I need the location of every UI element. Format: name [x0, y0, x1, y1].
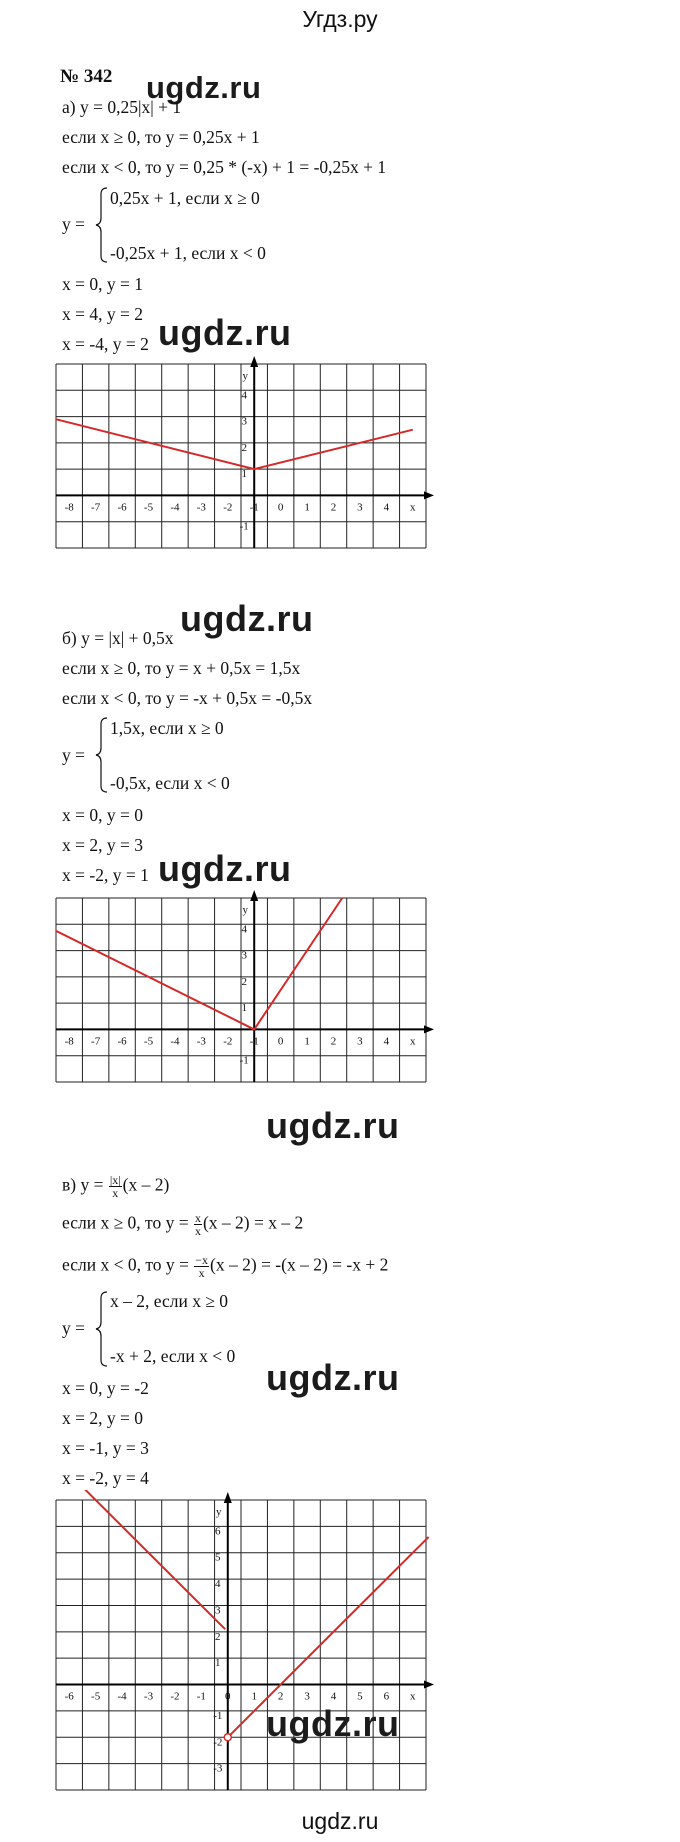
x-tick-label: -2	[170, 1690, 180, 1703]
part-a-case-pos: если x ≥ 0, то y = 0,25x + 1	[62, 127, 260, 147]
watermark: ugdz.ru	[266, 1105, 400, 1146]
part-a-point: x = 4, y = 2	[62, 304, 143, 324]
open-point	[224, 1734, 231, 1741]
y-tick-label: 2	[241, 441, 247, 454]
x-tick-label: x	[410, 1035, 416, 1048]
part-b-case-pos: если x ≥ 0, то y = x + 0,5x = 1,5x	[62, 658, 301, 678]
y-tick-label: -1	[239, 1054, 249, 1067]
y-tick-label: 3	[241, 415, 247, 428]
part-b-y-eq: y =	[62, 745, 85, 765]
x-tick-label: -6	[117, 1035, 127, 1048]
part-b-point: x = 2, y = 3	[62, 835, 143, 855]
part-c-formula: в) y = $\frac{|x|}{x}$ (x – 2)	[62, 1173, 170, 1200]
x-tick-label: -1	[249, 1035, 259, 1048]
x-tick-label: -5	[143, 501, 154, 514]
y-tick-label: 4	[241, 923, 247, 936]
x-tick-label: 1	[304, 1035, 310, 1048]
y-axis-label: y	[242, 904, 248, 916]
x-tick-label: 3	[304, 1690, 310, 1703]
watermark: ugdz.ru	[266, 1357, 400, 1398]
y-tick-label: 3	[241, 949, 247, 962]
y-tick-label: -1	[213, 1709, 223, 1722]
x-tick-label: 4	[383, 501, 390, 514]
part-b-piece-1: 1,5x, если x ≥ 0	[110, 718, 224, 738]
part-b-point: x = 0, y = 0	[62, 805, 143, 825]
x-tick-label: -7	[91, 1035, 101, 1048]
part-c-point: x = 2, y = 0	[62, 1408, 143, 1428]
y-tick-label: -1	[239, 520, 249, 533]
x-tick-label: 2	[277, 1690, 284, 1703]
y-tick-label: 1	[241, 468, 247, 481]
part-c-point: x = -2, y = 4	[62, 1468, 149, 1488]
series-line	[80, 1484, 225, 1629]
y-tick-label: -2	[213, 1736, 223, 1749]
fraction: $\frac{x}{x}$	[194, 1211, 201, 1238]
x-tick-label: -6	[117, 501, 127, 514]
y-tick-label: 3	[215, 1604, 221, 1617]
part-b-case-neg: если x < 0, то y = -x + 0,5x = -0,5x	[62, 688, 313, 708]
part-c-case-pos: если x ≥ 0, то y = $\frac{x}{x}$ (x – 2) = x – 2	[62, 1211, 304, 1238]
part-c-point: x = -1, y = 3	[62, 1438, 149, 1458]
part-a-formula: а) y = 0,25|x| + 1	[62, 97, 182, 117]
part-c-case-neg: если x < 0, то y = $\frac{-x}{x}$ (x – 2) = -(x – 2) = -x + 2	[62, 1253, 389, 1280]
y-axis-label: y	[242, 370, 248, 382]
part-a-piece-1: 0,25x + 1, если x ≥ 0	[110, 188, 260, 208]
series-line	[228, 1537, 429, 1737]
fraction: $\frac{-x}{x}$	[195, 1253, 209, 1280]
problem-number: № 342	[60, 66, 113, 87]
fraction: $\frac{|x|}{x}$	[109, 1173, 121, 1200]
part-a-case-neg: если x < 0, то y = 0,25 * (-x) + 1 = -0,25x + 1	[62, 157, 387, 177]
part-a-point: x = 0, y = 1	[62, 274, 143, 294]
x-tick-label: -2	[223, 501, 233, 514]
part-a-piece-2: -0,25x + 1, если x < 0	[110, 243, 266, 263]
y-tick-label: -3	[213, 1762, 223, 1775]
x-tick-label: -3	[196, 1035, 206, 1048]
watermark: ugdz.ru	[180, 598, 314, 639]
x-tick-label: 0	[225, 1690, 231, 1703]
x-tick-label: 2	[330, 501, 337, 514]
x-tick-label: 5	[357, 1690, 363, 1703]
x-tick-label: 0	[277, 501, 284, 514]
part-c-piece-1: x – 2, если x ≥ 0	[110, 1291, 229, 1311]
x-tick-label: -6	[64, 1690, 74, 1703]
y-tick-label: 1	[241, 1002, 247, 1015]
y-tick-label: 2	[215, 1630, 221, 1643]
x-tick-label: 0	[277, 1035, 284, 1048]
site-title[interactable]: Угдз.ру	[302, 6, 378, 32]
x-tick-label: 1	[304, 501, 310, 514]
x-tick-label: 1	[251, 1690, 257, 1703]
x-tick-label: -8	[64, 1035, 74, 1048]
x-tick-label: -4	[117, 1690, 127, 1703]
x-tick-label: 6	[383, 1690, 390, 1703]
x-tick-label: 4	[383, 1035, 390, 1048]
x-tick-label: -4	[170, 501, 180, 514]
x-tick-label: -5	[91, 1690, 101, 1703]
x-tick-label: -2	[223, 1035, 233, 1048]
part-c-y-eq: y =	[62, 1318, 85, 1338]
part-b-point: x = -2, y = 1	[62, 865, 149, 885]
watermark: ugdz.ru	[158, 848, 292, 889]
x-tick-label: x	[410, 501, 416, 514]
x-tick-label: 3	[357, 501, 363, 514]
x-tick-label: x	[410, 1690, 416, 1703]
x-tick-label: -8	[64, 501, 74, 514]
x-axis-arrow	[424, 1681, 434, 1689]
part-b-formula: б) y = |x| + 0,5x	[62, 628, 174, 648]
y-tick-label: 4	[215, 1578, 221, 1591]
site-footer[interactable]: ugdz.ru	[301, 1808, 379, 1834]
part-b-piece-2: -0,5x, если x < 0	[110, 773, 230, 793]
x-tick-label: -7	[91, 501, 101, 514]
y-tick-label: 2	[241, 975, 247, 988]
x-tick-label: 4	[330, 1690, 337, 1703]
part-c-piece-2: -x + 2, если x < 0	[110, 1346, 236, 1366]
y-tick-label: 6	[215, 1525, 221, 1538]
x-tick-label: 3	[357, 1035, 363, 1048]
x-tick-label: -5	[143, 1035, 154, 1048]
part-c-point: x = 0, y = -2	[62, 1378, 149, 1398]
watermark: ugdz.ru	[266, 1703, 400, 1744]
x-tick-label: -3	[143, 1690, 154, 1703]
watermark: ugdz.ru	[146, 70, 262, 105]
x-tick-label: -1	[196, 1690, 206, 1703]
x-tick-label: 2	[330, 1035, 337, 1048]
watermark: ugdz.ru	[158, 312, 292, 353]
y-axis-label: y	[216, 1506, 222, 1518]
y-axis-arrow	[224, 1492, 232, 1503]
x-tick-label: -1	[249, 501, 259, 514]
x-tick-label: -3	[196, 501, 206, 514]
part-a-point: x = -4, y = 2	[62, 334, 149, 354]
y-tick-label: 5	[215, 1551, 221, 1564]
part-a-y-eq: y =	[62, 214, 85, 234]
y-tick-label: 4	[241, 389, 247, 402]
y-tick-label: 1	[215, 1657, 221, 1670]
x-tick-label: -4	[170, 1035, 180, 1048]
